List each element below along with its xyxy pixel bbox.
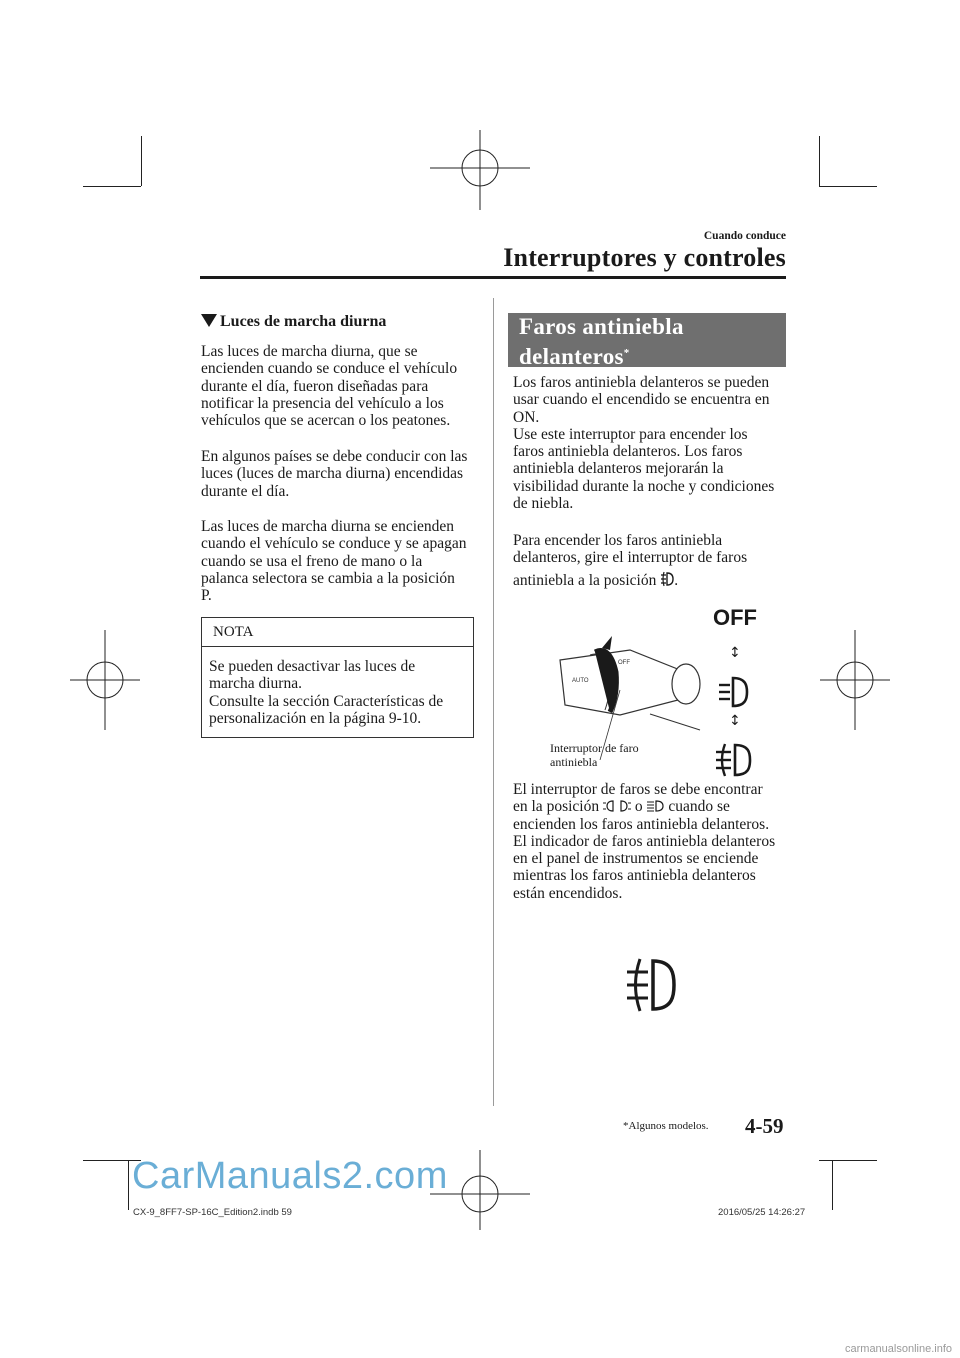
text-span: antiniebla a la posición bbox=[513, 571, 657, 589]
text-line: marcha diurna. bbox=[209, 675, 302, 693]
lever-off-text: OFF bbox=[618, 660, 630, 666]
section-banner bbox=[508, 313, 786, 367]
header-rule bbox=[200, 276, 786, 279]
text-line: notificar la presencia del vehículo a los bbox=[201, 394, 444, 412]
nota-box bbox=[201, 617, 474, 738]
lever-auto-text: AUTO bbox=[572, 678, 589, 684]
watermark: CarManuals2.com bbox=[132, 1155, 448, 1197]
nota-body bbox=[209, 658, 471, 727]
text-span: o bbox=[634, 798, 643, 816]
section-heading bbox=[201, 313, 386, 331]
watermark-bottom: carmanualsonline.info bbox=[845, 1343, 953, 1355]
file-name: CX-9_8FF7-SP-16C_Edition2.indb 59 bbox=[133, 1207, 292, 1218]
text-line: El interruptor de faros se debe encontrar bbox=[513, 781, 763, 798]
registration-mark-right bbox=[820, 630, 890, 730]
tail-light-icon bbox=[603, 799, 631, 813]
text-line: faros antiniebla delanteros. Los faros bbox=[513, 443, 743, 461]
text-span: en la posición bbox=[513, 798, 600, 816]
text-line: cuando se usa el freno de mano o la bbox=[201, 552, 423, 570]
text-line: cuando el vehículo se conduce y se apagan bbox=[201, 535, 467, 553]
banner-line-1: Faros antiniebla bbox=[519, 314, 684, 339]
arrow-updown-icon: ↕ bbox=[729, 713, 741, 729]
off-label: OFF bbox=[713, 605, 757, 630]
text-line: en el panel de instrumentos se enciende bbox=[513, 850, 759, 868]
fog-indicator-icon bbox=[623, 955, 677, 1015]
text-line: visibilidad durante la noche y condiciones bbox=[513, 477, 775, 495]
text-line: encienden los faros antiniebla delanteros. bbox=[513, 815, 770, 833]
fog-switch-figure bbox=[550, 605, 790, 780]
fog-light-on-icon bbox=[713, 742, 753, 778]
text-line: Se pueden desactivar las luces de bbox=[209, 658, 416, 675]
left-paragraph-3 bbox=[201, 518, 467, 604]
right-paragraph-1 bbox=[513, 374, 774, 512]
text-line: El indicador de faros antiniebla delanteros bbox=[513, 832, 776, 850]
text-line: Interruptor de faro bbox=[550, 741, 639, 755]
nota-title: NOTA bbox=[213, 624, 254, 640]
nota-header bbox=[202, 618, 473, 647]
header-section: Cuando conduce bbox=[703, 230, 786, 242]
text-line: palanca selectora se cambia a la posición bbox=[201, 569, 455, 587]
figure-callout bbox=[550, 741, 639, 769]
footer-note: *Algunos modelos. bbox=[623, 1120, 709, 1132]
text-line: En algunos países se debe conducir con las bbox=[201, 448, 468, 465]
text-line: vehículos que se acercan o los peatones. bbox=[201, 412, 451, 430]
text-span: cuando se bbox=[668, 798, 730, 816]
fog-light-off-icon bbox=[716, 675, 750, 709]
text-line: luces (luces de marcha diurna) encendidas bbox=[201, 465, 464, 483]
text-line: ON. bbox=[513, 408, 540, 426]
text-line: delanteros, gire el interruptor de faros bbox=[513, 549, 748, 567]
left-paragraph-1 bbox=[201, 343, 457, 429]
text-line: P. bbox=[201, 587, 212, 605]
registration-mark-top bbox=[430, 130, 530, 210]
header-title: Interruptores y controles bbox=[503, 243, 786, 272]
text-line: durante el día. bbox=[201, 482, 290, 500]
text-line: están encendidos. bbox=[513, 884, 623, 902]
arrow-updown-icon: ↕ bbox=[729, 645, 741, 661]
text-line: de niebla. bbox=[513, 495, 574, 513]
text-line: Las luces de marcha diurna se encienden bbox=[201, 518, 455, 535]
timestamp: 2016/05/25 14:26:27 bbox=[718, 1207, 806, 1218]
text-line: Use este interruptor para encender los bbox=[513, 425, 748, 443]
asterisk-mark: * bbox=[623, 347, 630, 359]
registration-mark-left bbox=[70, 630, 140, 730]
text-line: Las luces de marcha diurna, que se bbox=[201, 343, 418, 360]
text-line: personalización en la página 9-10. bbox=[209, 709, 422, 727]
right-paragraph-3 bbox=[513, 781, 775, 902]
page-number: 4-59 bbox=[745, 1114, 784, 1138]
section-heading-text: Luces de marcha diurna bbox=[220, 313, 387, 330]
column-divider bbox=[493, 298, 494, 1106]
triangle-bullet-icon bbox=[201, 314, 217, 327]
banner-line-2: delanteros bbox=[519, 344, 624, 369]
text-line bbox=[513, 798, 775, 815]
text-span: . bbox=[674, 571, 679, 589]
right-paragraph-2 bbox=[513, 532, 747, 589]
banner-title bbox=[519, 314, 684, 370]
headlight-icon bbox=[646, 799, 664, 813]
fog-light-icon bbox=[660, 571, 674, 587]
left-paragraph-2 bbox=[201, 448, 467, 500]
text-line: antiniebla delanteros mejorarán la bbox=[513, 460, 724, 478]
text-line: Consulte la sección Características de bbox=[209, 692, 444, 710]
text-line: usar cuando el encendido se encuentra en bbox=[513, 391, 770, 409]
text-line: durante el día, fueron diseñadas para bbox=[201, 377, 429, 395]
text-line: antiniebla bbox=[550, 755, 598, 769]
text-line: Para encender los faros antiniebla bbox=[513, 532, 723, 549]
text-line: encienden cuando se conduce el vehículo bbox=[201, 360, 458, 378]
text-line: mientras los faros antiniebla delanteros bbox=[513, 867, 756, 885]
text-line bbox=[513, 571, 747, 589]
text-line: Los faros antiniebla delanteros se pueden bbox=[513, 374, 770, 391]
